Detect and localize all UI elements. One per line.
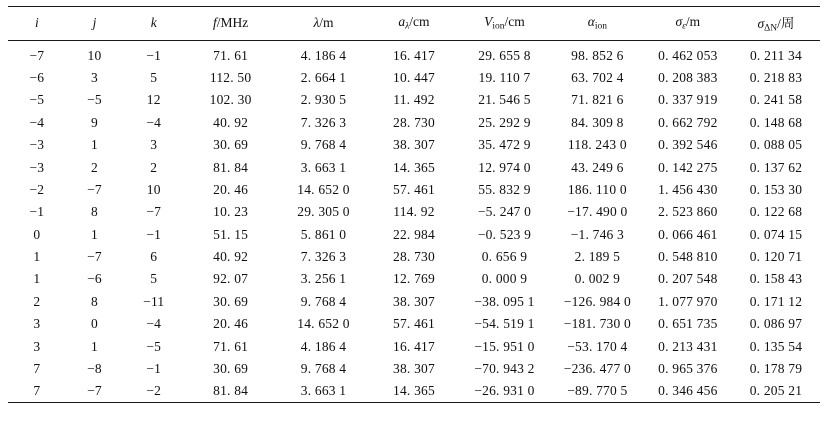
table-cell: −1. 746 3 xyxy=(570,226,625,242)
table-row xyxy=(8,380,820,402)
table-cell: 40. 92 xyxy=(213,114,249,130)
column-header-sigma-delta-n-subscript: ΔN xyxy=(764,23,778,34)
column-header-v-ion-subscript: ion xyxy=(492,21,505,32)
table-row xyxy=(8,156,820,178)
table-row xyxy=(8,335,820,357)
table-row xyxy=(8,89,820,111)
table-row xyxy=(8,67,820,89)
table-cell: 0. 002 9 xyxy=(574,271,621,287)
table-cell: 84. 309 8 xyxy=(571,114,624,130)
table-cell: 30. 69 xyxy=(213,137,249,153)
table-cell: 1 xyxy=(91,338,98,354)
column-header-wavelength xyxy=(277,7,370,41)
column-header-frequency xyxy=(184,7,277,41)
table-cell: −1 xyxy=(146,226,162,242)
table-cell: 14. 365 xyxy=(393,159,435,175)
table-cell: 2. 664 1 xyxy=(300,70,347,86)
table-cell: −15. 951 0 xyxy=(474,338,535,354)
table-cell: −3 xyxy=(29,159,45,175)
table-cell: 7 xyxy=(33,383,41,399)
table-cell: 7. 326 3 xyxy=(300,249,347,265)
table-cell: 71. 61 xyxy=(213,47,249,63)
table-cell: 81. 84 xyxy=(213,383,249,399)
table-cell: 38. 307 xyxy=(393,137,435,153)
table-cell: 1 xyxy=(91,226,98,242)
table-cell: 2 xyxy=(150,159,158,175)
table-cell: 40. 92 xyxy=(213,249,249,265)
table-cell: 11. 492 xyxy=(393,92,435,108)
table-cell: −1 xyxy=(146,360,162,376)
table-cell: 0. 337 919 xyxy=(658,92,718,108)
column-header-alpha-ion-symbol: α xyxy=(587,14,595,29)
table-cell: 9. 768 4 xyxy=(300,360,347,376)
column-header-i-symbol: i xyxy=(34,14,39,30)
table-cell: 0. 074 15 xyxy=(749,226,803,242)
column-header-sigma-delta-n-unit: /周 xyxy=(777,16,795,31)
column-header-sigma-delta-n-symbol: σ xyxy=(757,16,765,31)
table-row xyxy=(8,112,820,134)
table-cell: 0. 207 548 xyxy=(658,271,718,287)
table-cell: −2 xyxy=(29,181,45,197)
table-cell: −1 xyxy=(29,204,45,220)
table-cell: −126. 984 0 xyxy=(563,293,631,309)
table-cell: 38. 307 xyxy=(393,293,435,309)
table-cell: 1. 456 430 xyxy=(658,181,718,197)
table-cell: 0. 211 34 xyxy=(749,47,802,63)
table-cell: −236. 477 0 xyxy=(563,360,631,376)
table-cell: −3 xyxy=(29,137,45,153)
table-cell: 29. 655 8 xyxy=(478,47,531,63)
column-header-j-symbol: j xyxy=(92,14,97,30)
column-header-k xyxy=(123,7,184,41)
table-cell: 0. 171 12 xyxy=(749,293,803,309)
table-body xyxy=(8,40,820,402)
table-cell: 6 xyxy=(150,249,158,265)
column-header-k-symbol: k xyxy=(150,14,157,30)
table-cell: −1 xyxy=(146,47,162,63)
table-cell: 16. 417 xyxy=(393,338,435,354)
table-cell: 3 xyxy=(91,70,98,86)
table-cell: 0. 086 97 xyxy=(749,316,803,332)
table-cell: 0. 392 546 xyxy=(658,137,718,153)
table-cell: −4 xyxy=(29,114,45,130)
column-header-a-lambda-symbol: a xyxy=(398,14,406,29)
table-cell: −4 xyxy=(146,114,162,130)
table-cell: −38. 095 1 xyxy=(474,293,535,309)
table-row xyxy=(8,179,820,201)
table-cell: 1 xyxy=(33,271,41,287)
column-header-a-lambda-subscript: λ xyxy=(405,21,410,32)
table-cell: −54. 519 1 xyxy=(474,316,535,332)
table-cell: 0. 218 83 xyxy=(749,70,803,86)
table-cell: 81. 84 xyxy=(213,159,249,175)
table-header xyxy=(8,7,820,41)
table-cell: 0 xyxy=(33,226,41,242)
table-cell: 114. 92 xyxy=(393,204,435,220)
table-cell: 28. 730 xyxy=(393,249,435,265)
table-cell: −26. 931 0 xyxy=(474,383,535,399)
table-cell: −5 xyxy=(29,92,45,108)
table-cell: 35. 472 9 xyxy=(478,137,531,153)
column-header-a-lambda xyxy=(370,7,458,41)
table-cell: 3. 663 1 xyxy=(300,159,347,175)
table-cell: 0. 241 58 xyxy=(749,92,803,108)
table-cell: 0. 208 383 xyxy=(658,70,718,86)
table-cell: 57. 461 xyxy=(393,181,435,197)
table-cell: 0 xyxy=(91,316,98,332)
column-header-a-lambda-unit: /cm xyxy=(409,14,430,29)
table-cell: 5. 861 0 xyxy=(300,226,347,242)
table-cell: 102. 30 xyxy=(209,92,252,108)
table-row xyxy=(8,40,820,67)
data-table xyxy=(8,6,820,402)
table-cell: 16. 417 xyxy=(393,47,435,63)
table-cell: 10. 23 xyxy=(213,204,249,220)
column-header-alpha-ion xyxy=(551,7,644,41)
column-header-v-ion-symbol: V xyxy=(484,14,493,29)
table-cell: 2 xyxy=(33,293,41,309)
table-cell: 0. 548 810 xyxy=(658,249,718,265)
table-cell: 3 xyxy=(150,137,158,153)
table-cell: 4. 186 4 xyxy=(300,338,347,354)
table-cell: 92. 07 xyxy=(213,271,249,287)
table-cell: 71. 821 6 xyxy=(571,92,624,108)
column-header-sigma-epsilon-subscript: ε xyxy=(682,21,686,32)
table-cell: 5 xyxy=(150,271,158,287)
table-cell: −53. 170 4 xyxy=(567,338,628,354)
table-cell: −2 xyxy=(146,383,162,399)
table-cell: 0. 066 461 xyxy=(658,226,718,242)
table-cell: 0. 178 79 xyxy=(749,360,803,376)
table-cell: −7 xyxy=(29,47,45,63)
table-page xyxy=(0,6,828,426)
column-header-wavelength-symbol: λ xyxy=(313,14,320,30)
table-cell: 0. 651 735 xyxy=(658,316,718,332)
table-cell: −7 xyxy=(87,383,102,399)
table-cell: 0. 142 275 xyxy=(658,159,718,175)
table-cell: 8 xyxy=(91,204,98,220)
table-cell: 12. 974 0 xyxy=(478,159,531,175)
table-cell: 63. 702 4 xyxy=(571,70,624,86)
table-cell: 1 xyxy=(33,249,41,265)
table-cell: 2. 189 5 xyxy=(574,249,621,265)
table-cell: 14. 652 0 xyxy=(297,181,350,197)
table-cell: 0. 135 54 xyxy=(749,338,803,354)
table-cell: 0. 120 71 xyxy=(749,249,803,265)
table-cell: −181. 730 0 xyxy=(563,316,631,332)
table-cell: 22. 984 xyxy=(393,226,435,242)
table-cell: 55. 832 9 xyxy=(478,181,531,197)
table-cell: −5. 247 0 xyxy=(477,204,532,220)
table-cell: 8 xyxy=(91,293,98,309)
table-cell: −0. 523 9 xyxy=(477,226,532,242)
table-cell: 1 xyxy=(91,137,98,153)
table-row xyxy=(8,358,820,380)
table-cell: 2. 930 5 xyxy=(300,92,347,108)
table-cell: 10 xyxy=(146,181,161,197)
table-cell: −11 xyxy=(143,293,165,309)
table-cell: 14. 652 0 xyxy=(297,316,350,332)
table-row xyxy=(8,134,820,156)
table-cell: 30. 69 xyxy=(213,360,249,376)
table-cell: −7 xyxy=(87,249,102,265)
table-cell: −70. 943 2 xyxy=(474,360,535,376)
table-cell: 0. 000 9 xyxy=(481,271,528,287)
table-cell: −6 xyxy=(29,70,45,86)
table-row xyxy=(8,246,820,268)
table-cell: 0. 965 376 xyxy=(658,360,718,376)
column-header-frequency-unit: /MHz xyxy=(216,14,249,30)
table-cell: 112. 50 xyxy=(209,70,252,86)
table-cell: 1. 077 970 xyxy=(658,293,718,309)
table-cell: 19. 110 7 xyxy=(478,70,531,86)
table-cell: 0. 148 68 xyxy=(749,114,803,130)
table-cell: 30. 69 xyxy=(213,293,249,309)
column-header-sigma-delta-n xyxy=(732,7,820,41)
table-cell: 28. 730 xyxy=(393,114,435,130)
table-row xyxy=(8,313,820,335)
table-bottom-rule xyxy=(8,402,820,403)
table-header-row xyxy=(8,7,820,41)
table-cell: −89. 770 5 xyxy=(567,383,628,399)
table-cell: −5 xyxy=(87,92,102,108)
table-cell: 0. 088 05 xyxy=(749,137,803,153)
table-cell: 0. 153 30 xyxy=(749,181,803,197)
table-cell: 12. 769 xyxy=(393,271,435,287)
table-cell: 0. 205 21 xyxy=(749,383,803,399)
table-cell: 43. 249 6 xyxy=(571,159,624,175)
table-cell: 0. 462 053 xyxy=(658,47,718,63)
table-cell: 186. 110 0 xyxy=(567,181,627,197)
table-cell: −17. 490 0 xyxy=(567,204,628,220)
table-cell: 118. 243 0 xyxy=(567,137,627,153)
column-header-wavelength-unit: /m xyxy=(319,14,334,30)
table-cell: 10 xyxy=(87,47,102,63)
table-cell: −6 xyxy=(87,271,102,287)
table-cell: 2 xyxy=(91,159,98,175)
table-cell: 0. 656 9 xyxy=(481,249,528,265)
table-cell: 12 xyxy=(146,92,161,108)
table-cell: 7. 326 3 xyxy=(300,114,347,130)
column-header-sigma-epsilon-unit: /m xyxy=(685,14,701,29)
column-header-v-ion-unit: /cm xyxy=(504,14,525,29)
table-row xyxy=(8,223,820,245)
table-cell: 71. 61 xyxy=(213,338,249,354)
table-cell: 3. 663 1 xyxy=(300,383,347,399)
table-cell: 2. 523 860 xyxy=(658,204,718,220)
table-cell: 9. 768 4 xyxy=(300,137,347,153)
table-row xyxy=(8,201,820,223)
table-cell: 51. 15 xyxy=(213,226,249,242)
table-cell: 10. 447 xyxy=(393,70,435,86)
table-cell: 25. 292 9 xyxy=(478,114,531,130)
table-cell: 9 xyxy=(91,114,98,130)
table-cell: 21. 546 5 xyxy=(478,92,531,108)
table-cell: 0. 137 62 xyxy=(749,159,803,175)
column-header-alpha-ion-subscript: ion xyxy=(594,21,607,32)
table-cell: 3 xyxy=(33,316,41,332)
table-cell: −8 xyxy=(87,360,102,376)
table-cell: 14. 365 xyxy=(393,383,435,399)
table-cell: 0. 158 43 xyxy=(749,271,803,287)
table-row xyxy=(8,291,820,313)
table-cell: 3 xyxy=(33,338,41,354)
table-cell: 57. 461 xyxy=(393,316,435,332)
table-cell: 98. 852 6 xyxy=(571,47,624,63)
table-cell: 0. 122 68 xyxy=(749,204,803,220)
table-cell: 3. 256 1 xyxy=(300,271,347,287)
table-cell: 29. 305 0 xyxy=(297,204,350,220)
column-header-j xyxy=(66,7,124,41)
table-cell: 9. 768 4 xyxy=(300,293,347,309)
table-cell: 20. 46 xyxy=(213,316,249,332)
table-cell: 0. 213 431 xyxy=(658,338,718,354)
column-header-sigma-epsilon-symbol: σ xyxy=(675,14,683,29)
column-header-v-ion xyxy=(458,7,551,41)
column-header-sigma-epsilon xyxy=(644,7,732,41)
column-header-frequency-symbol: f xyxy=(212,14,217,30)
column-header-i xyxy=(8,7,66,41)
table-cell: 5 xyxy=(150,70,158,86)
table-cell: −7 xyxy=(87,181,102,197)
table-row xyxy=(8,268,820,290)
table-cell: 4. 186 4 xyxy=(300,47,347,63)
table-cell: −4 xyxy=(146,316,162,332)
table-cell: 0. 662 792 xyxy=(658,114,718,130)
table-cell: 0. 346 456 xyxy=(658,383,718,399)
table-cell: 7 xyxy=(33,360,41,376)
table-cell: 20. 46 xyxy=(213,181,249,197)
table-cell: −5 xyxy=(146,338,162,354)
table-cell: 38. 307 xyxy=(393,360,435,376)
table-cell: −7 xyxy=(146,204,162,220)
